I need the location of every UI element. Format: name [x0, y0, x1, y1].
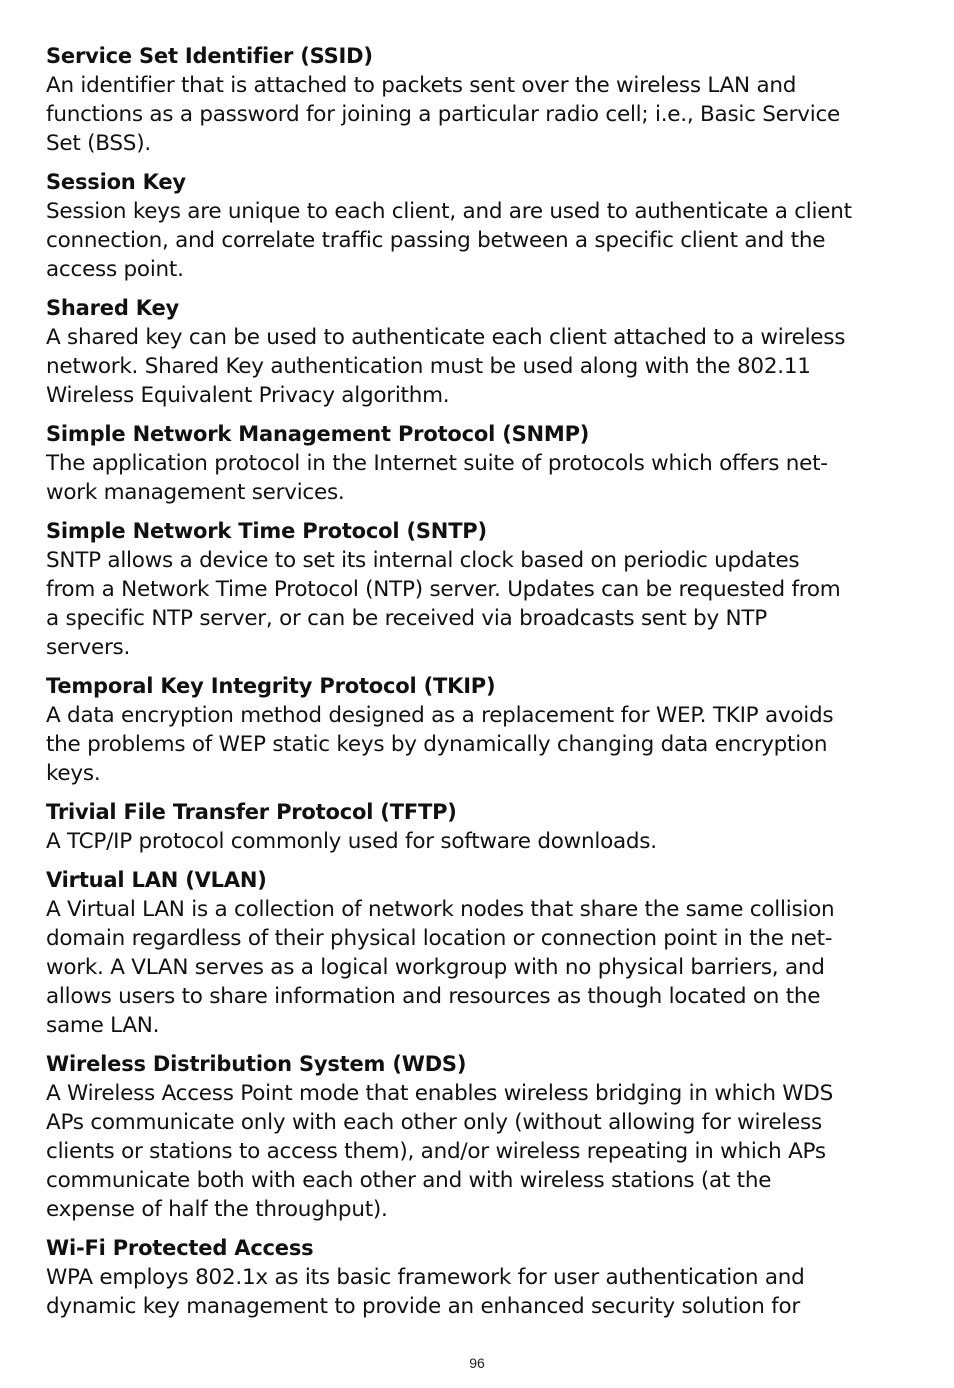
definition-line: Session keys are unique to each client, and are used to authenticate a client: [46, 199, 852, 224]
definition-line: same LAN.: [46, 1013, 160, 1038]
definition-line: allows users to share information and resources as though located on the: [46, 984, 821, 1009]
definition-line: a specific NTP server, or can be received via broadcasts sent by NTP: [46, 606, 767, 631]
glossary-entry: [46, 866, 908, 1040]
glossary-entry: [46, 672, 908, 788]
glossary-entry: [46, 517, 908, 662]
definition-line: communicate both with each other and with wireless stations (at the: [46, 1168, 772, 1193]
definition-line: Set (BSS).: [46, 131, 151, 156]
definition-line: A Virtual LAN is a collection of network nodes that share the same collision: [46, 897, 835, 922]
glossary-definition: [46, 701, 908, 788]
definition-line: from a Network Time Protocol (NTP) server. Updates can be requested from: [46, 577, 841, 602]
definition-line: SNTP allows a device to set its internal clock based on periodic updates: [46, 548, 800, 573]
glossary-term: Virtual LAN (VLAN): [46, 868, 267, 892]
definition-line: A shared key can be used to authenticate each client attached to a wireless: [46, 325, 846, 350]
glossary-entry: [46, 294, 908, 410]
glossary-definition: [46, 895, 908, 1040]
definition-line: work management services.: [46, 480, 345, 505]
definition-line: APs communicate only with each other only (without allowing for wireless: [46, 1110, 822, 1135]
glossary-definition: [46, 449, 908, 507]
glossary-term: Wi-Fi Protected Access: [46, 1236, 314, 1260]
definition-line: network. Shared Key authentication must be used along with the 802.11: [46, 354, 811, 379]
glossary-entry: [46, 168, 908, 284]
glossary-entry: [46, 1234, 908, 1321]
glossary-definition: [46, 1263, 908, 1321]
definition-line: A data encryption method designed as a replacement for WEP. TKIP avoids: [46, 703, 834, 728]
definition-line: A Wireless Access Point mode that enables wireless bridging in which WDS: [46, 1081, 833, 1106]
definition-line: clients or stations to access them), and/or wireless repeating in which APs: [46, 1139, 826, 1164]
definition-line: work. A VLAN serves as a logical workgroup with no physical barriers, and: [46, 955, 825, 980]
definition-line: The application protocol in the Internet suite of protocols which offers net-: [46, 451, 828, 476]
glossary-definition: [46, 323, 908, 410]
glossary-entry: [46, 1050, 908, 1224]
glossary-list: [46, 42, 908, 1331]
definition-line: WPA employs 802.1x as its basic framework for user authentication and: [46, 1265, 805, 1290]
definition-line: dynamic key management to provide an enhanced security solution for: [46, 1294, 800, 1319]
glossary-definition: [46, 1079, 908, 1224]
glossary-term: Shared Key: [46, 296, 180, 320]
glossary-term: Trivial File Transfer Protocol (TFTP): [46, 800, 457, 824]
definition-line: the problems of WEP static keys by dynamically changing data encryption: [46, 732, 828, 757]
definition-line: A TCP/IP protocol commonly used for software downloads.: [46, 829, 657, 854]
glossary-term: Wireless Distribution System (WDS): [46, 1052, 467, 1076]
definition-line: keys.: [46, 761, 101, 786]
glossary-term: Simple Network Management Protocol (SNMP): [46, 422, 590, 446]
glossary-entry: [46, 798, 908, 856]
glossary-definition: [46, 71, 908, 158]
definition-line: domain regardless of their physical location or connection point in the net-: [46, 926, 833, 951]
definition-line: expense of half the throughput).: [46, 1197, 388, 1222]
definition-line: connection, and correlate traffic passing between a specific client and the: [46, 228, 826, 253]
glossary-term: Simple Network Time Protocol (SNTP): [46, 519, 487, 543]
glossary-definition: [46, 197, 908, 284]
glossary-entry: [46, 420, 908, 507]
glossary-definition: [46, 827, 908, 856]
definition-line: Wireless Equivalent Privacy algorithm.: [46, 383, 450, 408]
glossary-term: Session Key: [46, 170, 186, 194]
glossary-term: Temporal Key Integrity Protocol (TKIP): [46, 674, 496, 698]
glossary-definition: [46, 546, 908, 662]
glossary-entry: [46, 42, 908, 158]
definition-line: access point.: [46, 257, 184, 282]
definition-line: functions as a password for joining a particular radio cell; i.e., Basic Service: [46, 102, 840, 127]
glossary-term: Service Set Identifier (SSID): [46, 44, 373, 68]
definition-line: servers.: [46, 635, 131, 660]
page-number: 96: [469, 1355, 485, 1371]
definition-line: An identifier that is attached to packets sent over the wireless LAN and: [46, 73, 797, 98]
